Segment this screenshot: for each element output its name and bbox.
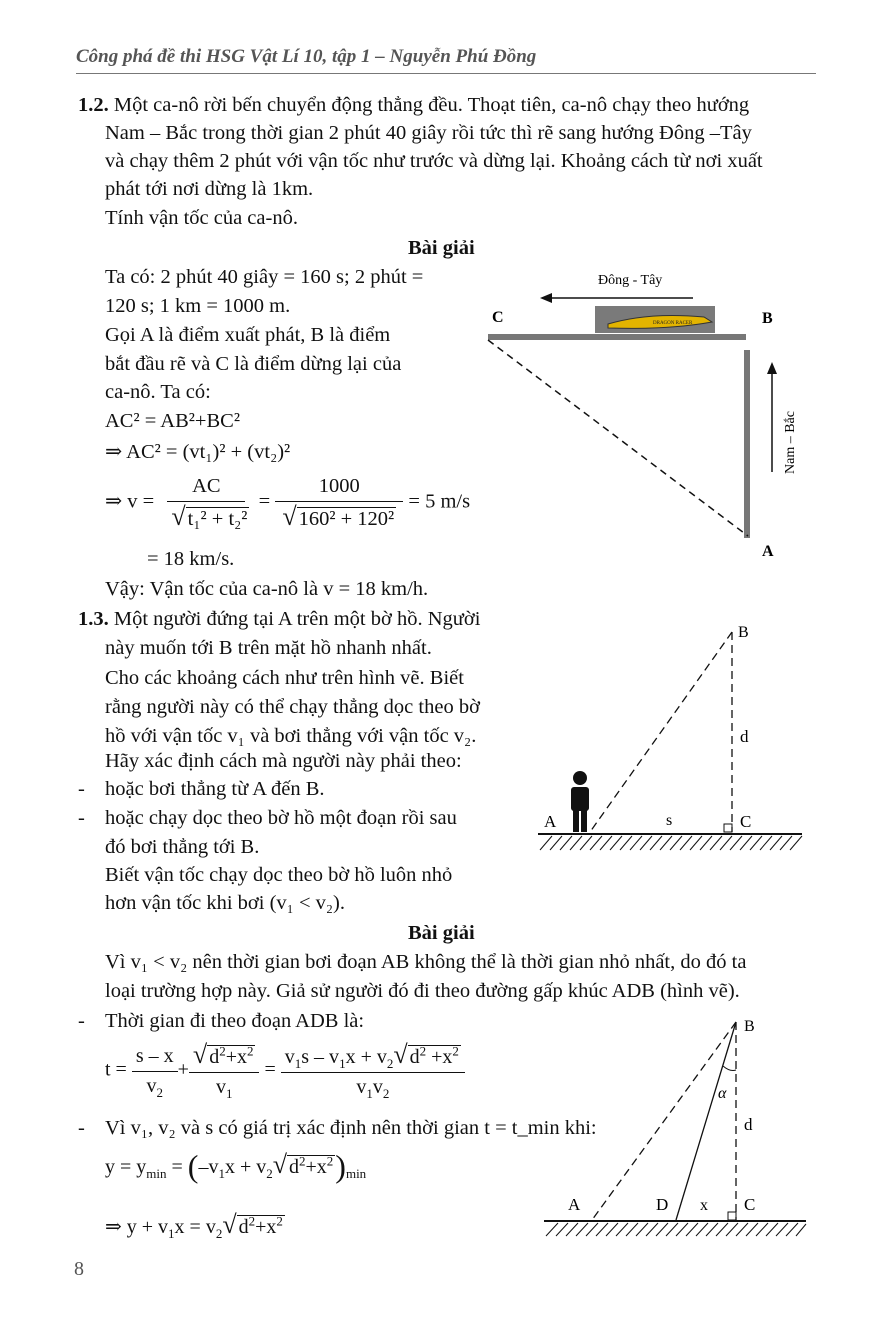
label-north-south: Nam – Bắc — [783, 411, 798, 474]
shore-hatching — [540, 836, 802, 850]
fraction-numerator-2: 1000 — [275, 472, 403, 502]
label-A: A — [568, 1195, 581, 1214]
formula-pythagoras: AC² = AB²+BC² — [105, 410, 240, 432]
problem-1-2-line-3: và chạy thêm 2 phút với vận tốc như trước và dừng lại. Khoảng cách từ nơi xuất — [105, 150, 763, 172]
person-icon — [571, 771, 589, 832]
path-BC — [488, 334, 746, 340]
problem-1-3-line-4: rằng người này có thể chạy thẳng dọc theo bờ — [105, 696, 480, 718]
solution-title-1-2: Bài giải — [408, 237, 475, 259]
formula-time: t = $\frac{s - x}{v_2}$ + $\frac{√ d^2+x^2}{v_1}$ = $\frac{v_1s - v_1x + v_2√ d^2 +x^2}{v_1v_2}$ — [105, 1040, 465, 1102]
fraction-denominator: t₁² + t₂² — [187, 508, 248, 530]
formula-velocity: ⇒ v = $\frac{AC}{\text{√t₁² + t₂²}}$ = $\frac{1000}{\text{√160² + 120²}}$ = 5 m/s — [105, 472, 470, 534]
boat-label: DRAGON RACER — [653, 321, 693, 326]
label-B: B — [762, 310, 773, 327]
dash-bullet-2: - — [78, 807, 85, 829]
label-A: A — [762, 543, 774, 560]
solution-1-3-line-2: loại trường hợp này. Giả sử người đó đi theo đường gấp khúc ADB (hình vẽ). — [105, 980, 740, 1002]
line-AB-dashed — [590, 632, 732, 832]
line-AB-dashed — [592, 1022, 736, 1220]
problem-1-3-line-7: Biết vận tốc chạy dọc theo bờ hồ luôn nhỏ — [105, 864, 453, 886]
label-D: D — [656, 1195, 669, 1214]
solution-title-1-3: Bài giải — [408, 922, 475, 944]
path-AB — [744, 350, 750, 538]
label-alpha: α — [718, 1085, 727, 1102]
solution-1-2-line-1: Ta có: 2 phút 40 giây = 160 s; 2 phút = — [105, 266, 424, 288]
label-C: C — [744, 1195, 756, 1214]
problem-1-2-line-4: phát tới nơi dừng là 1km. — [105, 178, 314, 200]
option-1: hoặc bơi thẳng từ A đến B. — [105, 778, 325, 800]
problem-1-2-line-5: Tính vận tốc của ca-nô. — [105, 207, 298, 229]
line-DB — [676, 1022, 736, 1220]
angle-arc — [723, 1066, 736, 1071]
label-d: d — [744, 1115, 753, 1134]
right-angle-mark — [724, 824, 732, 832]
formula-substitution: ⇒ AC² = (vt₁)² + (vt₂)² — [105, 441, 291, 463]
problem-1-2-line-2: Nam – Bắc trong thời gian 2 phút 40 giây rồi tức thì rẽ sang hướng Đông –Tây — [105, 122, 752, 144]
figure-canoe-path — [478, 262, 808, 562]
dash-bullet-3: - — [78, 1010, 85, 1032]
option-2-line-2: đó bơi thẳng tới B. — [105, 836, 260, 858]
solution-1-3-line-1: Vì v₁ < v₂ nên thời gian bơi đoạn AB không thể là thời gian nhỏ nhất, do đó ta — [105, 951, 747, 973]
arrow-head-west — [540, 293, 552, 303]
fraction-numerator: AC — [167, 472, 245, 502]
label-d: d — [740, 727, 749, 746]
solution-1-3-line-4: Vì v₁, v₂ và s có giá trị xác định nên thời gian t = t_min khi: — [105, 1117, 597, 1139]
option-2-line-1: hoặc chạy dọc theo bờ hồ một đoạn rồi sau — [105, 807, 457, 829]
problem-1-3-line-8: hơn vận tốc khi bơi (v₁ < v₂). — [105, 892, 345, 914]
problem-1-3-line-5: hồ với vận tốc v₁ và bơi thẳng với vận tốc v₂. — [105, 725, 477, 747]
label-C: C — [492, 309, 504, 326]
problem-1-3-line-6: Hãy xác định cách mà người này phải theo: — [105, 750, 462, 772]
fraction-denominator-2: 160² + 120² — [298, 508, 395, 530]
header-rule — [76, 73, 816, 74]
label-B: B — [744, 1018, 755, 1035]
problem-1-3-line-2: này muốn tới B trên mặt hồ nhanh nhất. — [105, 637, 432, 659]
arrow-head-north — [767, 362, 777, 374]
figure-path-ADB — [540, 1010, 810, 1240]
solution-1-3-line-3: Thời gian đi theo đoạn ADB là: — [105, 1010, 365, 1032]
formula-result: = 18 km/s. — [147, 548, 235, 570]
formula-y-plus: ⇒ $y + v_1x = v_2√$ $d^2+x^2$ — [105, 1210, 283, 1241]
path-AC-dashed — [488, 340, 748, 536]
solution-1-2-line-4: bắt đầu rẽ và C là điểm dừng lại của — [105, 353, 402, 375]
label-s: s — [666, 812, 673, 829]
right-angle-mark — [728, 1212, 736, 1220]
formula-y-min: $y = y_{min} = (-v_1x + v_2√$ $d^2+x^2)_{min}$ — [105, 1148, 367, 1184]
label-B: B — [738, 624, 749, 641]
page-number: 8 — [74, 1258, 84, 1280]
solution-1-2-line-2: 120 s; 1 km = 1000 m. — [105, 295, 291, 317]
dash-bullet-1: - — [78, 778, 85, 800]
shore-hatching — [546, 1223, 806, 1236]
label-x: x — [700, 1197, 708, 1214]
label-east-west: Đông - Tây — [598, 273, 663, 288]
figure-lake-problem — [538, 618, 808, 858]
problem-1-2-line-1: 1.2. Một ca-nô rời bến chuyển động thẳng đều. Thoạt tiên, ca-nô chạy theo hướng — [78, 94, 750, 116]
solution-1-2-line-5: ca-nô. Ta có: — [105, 381, 211, 403]
solution-1-2-line-3: Gọi A là điểm xuất phát, B là điểm — [105, 324, 391, 346]
problem-1-3-line-3: Cho các khoảng cách như trên hình vẽ. Biết — [105, 667, 464, 689]
boat-image — [595, 306, 715, 333]
problem-1-3-line-1: 1.3. Một người đứng tại A trên một bờ hồ. Người — [78, 608, 481, 630]
conclusion-1-2: Vậy: Vận tốc của ca-nô là v = 18 km/h. — [105, 578, 429, 600]
label-A: A — [544, 812, 557, 831]
dash-bullet-4: - — [78, 1117, 85, 1139]
label-C: C — [740, 812, 752, 831]
running-header: Công phá đề thi HSG Vật Lí 10, tập 1 – Nguyễn Phú Đồng — [76, 46, 537, 67]
